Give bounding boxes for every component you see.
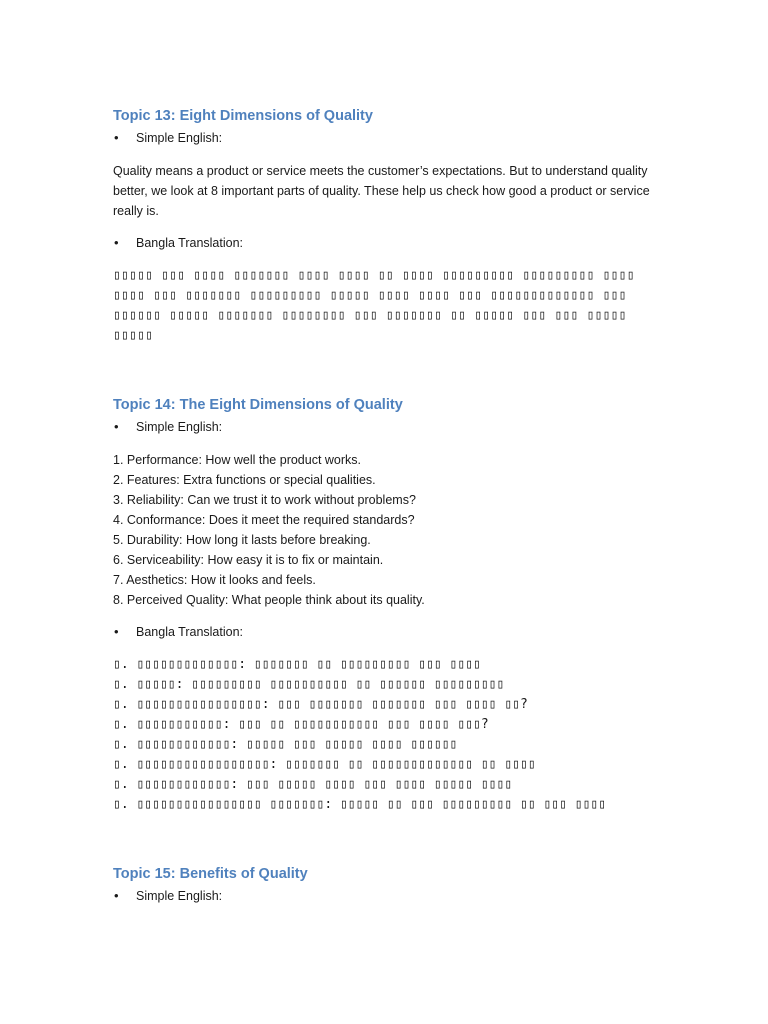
bullet-label: Simple English:	[136, 420, 223, 434]
list-item: 2. Features: Extra functions or special qualities.	[113, 473, 376, 487]
list-item: ▯. ▯▯▯▯▯▯▯▯▯▯▯▯: ▯▯▯▯▯ ▯▯▯ ▯▯▯▯▯ ▯▯▯▯ ▯▯▯▯▯▯	[113, 737, 458, 752]
topic-13-simple-english-bullet	[113, 128, 653, 148]
list-item: 1. Performance: How well the product works.	[113, 453, 362, 467]
topic-15-heading: Topic 15: Benefits of Quality	[113, 866, 308, 882]
list-item: ▯. ▯▯▯▯▯▯▯▯▯▯▯: ▯▯▯ ▯▯ ▯▯▯▯▯▯▯▯▯▯▯ ▯▯▯ ▯▯▯▯ ▯▯▯?	[113, 717, 489, 732]
list-item: 7. Aesthetics: How it looks and feels.	[113, 573, 316, 587]
bullet-label: Simple English:	[136, 889, 223, 903]
topic-13-bangla-text: ▯▯▯▯▯ ▯▯▯ ▯▯▯▯ ▯▯▯▯▯▯▯ ▯▯▯▯ ▯▯▯▯ ▯▯ ▯▯▯▯ ▯▯▯▯▯▯▯▯▯ ▯▯▯▯▯▯▯▯▯ ▯▯▯▯ ▯▯▯▯ ▯▯▯ ▯▯▯▯▯▯▯ ▯▯▯▯▯▯▯▯▯ ▯▯▯▯▯ ▯▯▯▯ ▯▯▯▯ ▯▯▯ ▯▯▯▯▯▯▯▯▯▯▯▯▯ ▯▯▯ ▯▯▯▯▯▯ ▯▯▯▯▯ ▯▯▯▯▯▯▯ ▯▯▯▯▯▯▯▯ ▯▯▯ ▯▯▯▯▯▯▯ ▯▯ ▯▯▯▯▯ ▯▯▯ ▯▯▯ ▯▯▯▯▯ ▯▯▯▯▯	[113, 268, 635, 343]
bullet-label: Simple English:	[136, 131, 223, 145]
list-item: 4. Conformance: Does it meet the required standards?	[113, 513, 415, 527]
topic-15-simple-english-bullet	[113, 886, 653, 906]
bullet-icon: •	[114, 130, 119, 145]
topic-14-simple-english-bullet	[113, 417, 653, 437]
topic-14-bangla-bullet	[113, 622, 653, 642]
topic-13-heading: Topic 13: Eight Dimensions of Quality	[113, 108, 373, 124]
list-item: ▯. ▯▯▯▯▯▯▯▯▯▯▯▯: ▯▯▯ ▯▯▯▯▯ ▯▯▯▯ ▯▯▯ ▯▯▯▯ ▯▯▯▯▯ ▯▯▯▯	[113, 777, 513, 792]
bullet-label: Bangla Translation:	[136, 625, 244, 639]
list-item: ▯. ▯▯▯▯▯: ▯▯▯▯▯▯▯▯▯ ▯▯▯▯▯▯▯▯▯▯ ▯▯ ▯▯▯▯▯▯ ▯▯▯▯▯▯▯▯▯	[113, 677, 505, 692]
bullet-icon: •	[114, 419, 119, 434]
list-item: ▯. ▯▯▯▯▯▯▯▯▯▯▯▯▯▯▯▯: ▯▯▯ ▯▯▯▯▯▯▯ ▯▯▯▯▯▯▯ ▯▯▯ ▯▯▯▯ ▯▯?	[113, 697, 528, 712]
list-item: 8. Perceived Quality: What people think about its quality.	[113, 593, 425, 607]
topic-13-bangla-bullet	[113, 233, 653, 253]
bullet-label: Bangla Translation:	[136, 236, 244, 250]
list-item: 5. Durability: How long it lasts before breaking.	[113, 533, 371, 547]
list-item: 3. Reliability: Can we trust it to work without problems?	[113, 493, 416, 507]
topic-14-bangla-list	[113, 655, 653, 815]
bullet-icon: •	[114, 235, 119, 250]
list-item: ▯. ▯▯▯▯▯▯▯▯▯▯▯▯▯: ▯▯▯▯▯▯▯ ▯▯ ▯▯▯▯▯▯▯▯▯ ▯▯▯ ▯▯▯▯	[113, 657, 481, 672]
topic-14-dimensions-list	[113, 450, 653, 610]
bullet-icon: •	[114, 624, 119, 639]
topic-14-heading: Topic 14: The Eight Dimensions of Quality	[113, 397, 403, 413]
list-item: 6. Serviceability: How easy it is to fix or maintain.	[113, 553, 384, 567]
bullet-icon: •	[114, 888, 119, 903]
list-item: ▯. ▯▯▯▯▯▯▯▯▯▯▯▯▯▯▯▯ ▯▯▯▯▯▯▯: ▯▯▯▯▯ ▯▯ ▯▯▯ ▯▯▯▯▯▯▯▯▯ ▯▯ ▯▯▯ ▯▯▯▯	[113, 797, 607, 812]
topic-13-simple-text: Quality means a product or service meets the customer’s expectations. But to understand quality better, we look at 8 important parts of quality. These help us check how good a product or service really is.	[113, 164, 650, 218]
document-content	[113, 104, 653, 906]
list-item: ▯. ▯▯▯▯▯▯▯▯▯▯▯▯▯▯▯▯▯: ▯▯▯▯▯▯▯ ▯▯ ▯▯▯▯▯▯▯▯▯▯▯▯▯ ▯▯ ▯▯▯▯	[113, 757, 536, 772]
